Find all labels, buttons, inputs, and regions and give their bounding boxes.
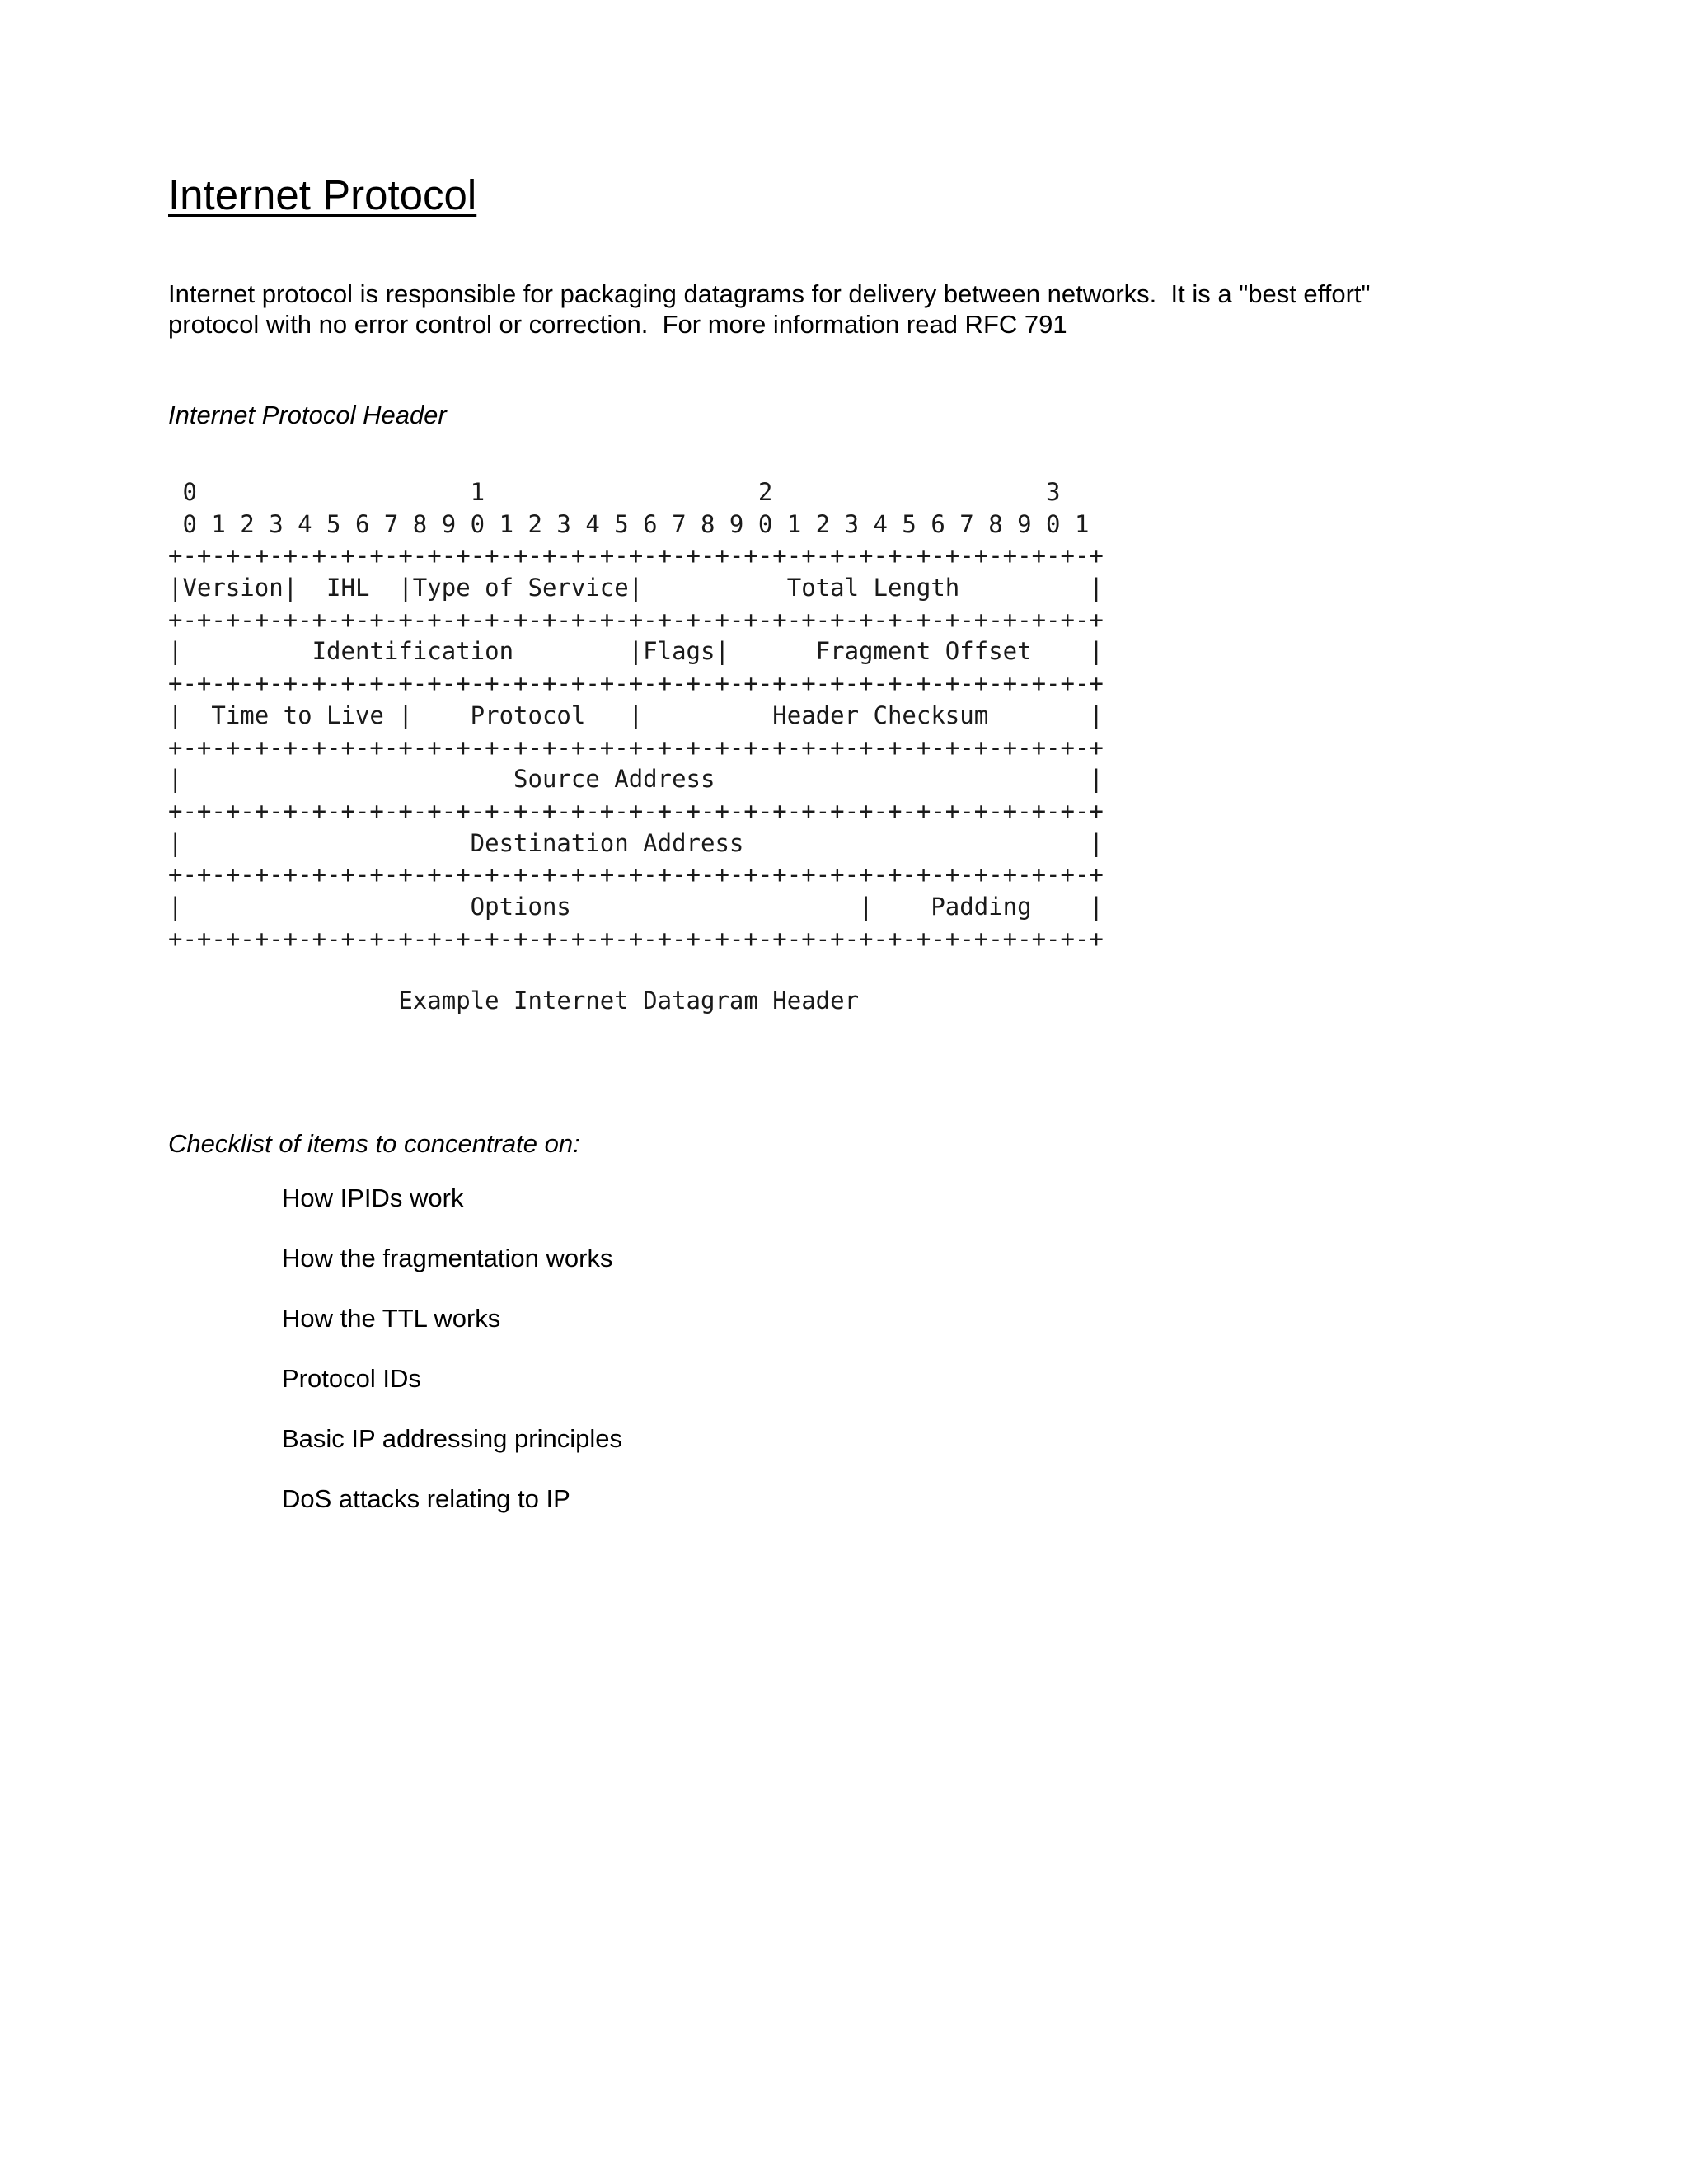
- header-section-heading: Internet Protocol Header: [168, 401, 447, 429]
- diagram-line: +-+-+-+-+-+-+-+-+-+-+-+-+-+-+-+-+-+-+-+-+-+-+-+-+-+-+-+-+-+-+-+-+: [168, 541, 1104, 570]
- diagram-caption: Example Internet Datagram Header: [168, 987, 860, 1015]
- checklist: [282, 1182, 622, 1543]
- checklist-item: Basic IP addressing principles: [282, 1424, 622, 1453]
- checklist-heading: Checklist of items to concentrate on:: [168, 1129, 580, 1158]
- diagram-line: | Destination Address |: [168, 828, 1104, 857]
- diagram-line: +-+-+-+-+-+-+-+-+-+-+-+-+-+-+-+-+-+-+-+-+-+-+-+-+-+-+-+-+-+-+-+-+: [168, 669, 1104, 698]
- diagram-line: | Source Address |: [168, 765, 1104, 794]
- checklist-item: How the fragmentation works: [282, 1244, 613, 1272]
- diagram-line: +-+-+-+-+-+-+-+-+-+-+-+-+-+-+-+-+-+-+-+-+-+-+-+-+-+-+-+-+-+-+-+-+: [168, 860, 1104, 889]
- checklist-item: How IPIDs work: [282, 1183, 464, 1212]
- diagram-line: | Options | Padding |: [168, 892, 1104, 921]
- diagram-line: +-+-+-+-+-+-+-+-+-+-+-+-+-+-+-+-+-+-+-+-+-+-+-+-+-+-+-+-+-+-+-+-+: [168, 605, 1104, 634]
- checklist-item: How the TTL works: [282, 1304, 501, 1333]
- checklist-item: DoS attacks relating to IP: [282, 1484, 570, 1513]
- diagram-line: | Time to Live | Protocol | Header Checksum |: [168, 701, 1104, 729]
- diagram-line: +-+-+-+-+-+-+-+-+-+-+-+-+-+-+-+-+-+-+-+-+-+-+-+-+-+-+-+-+-+-+-+-+: [168, 733, 1104, 762]
- diagram-line: |Version| IHL |Type of Service| Total Length |: [168, 574, 1104, 602]
- ip-header-diagram: [168, 476, 1104, 954]
- diagram-line: 0 1 2 3: [168, 478, 1061, 506]
- diagram-line: +-+-+-+-+-+-+-+-+-+-+-+-+-+-+-+-+-+-+-+-+-+-+-+-+-+-+-+-+-+-+-+-+: [168, 924, 1104, 953]
- intro-paragraph: [168, 279, 1454, 340]
- diagram-line: 0 1 2 3 4 5 6 7 8 9 0 1 2 3 4 5 6 7 8 9 0 1 2 3 4 5 6 7 8 9 0 1: [168, 509, 1090, 538]
- page-title: Internet Protocol: [168, 171, 477, 218]
- intro-line: protocol with no error control or correction. For more information read RFC 791: [168, 310, 1067, 339]
- intro-line: Internet protocol is responsible for packaging datagrams for delivery between networks. It is a "best effort": [168, 279, 1371, 308]
- diagram-line: +-+-+-+-+-+-+-+-+-+-+-+-+-+-+-+-+-+-+-+-+-+-+-+-+-+-+-+-+-+-+-+-+: [168, 796, 1104, 825]
- diagram-line: | Identification |Flags| Fragment Offset |: [168, 637, 1104, 666]
- checklist-item: Protocol IDs: [282, 1364, 421, 1393]
